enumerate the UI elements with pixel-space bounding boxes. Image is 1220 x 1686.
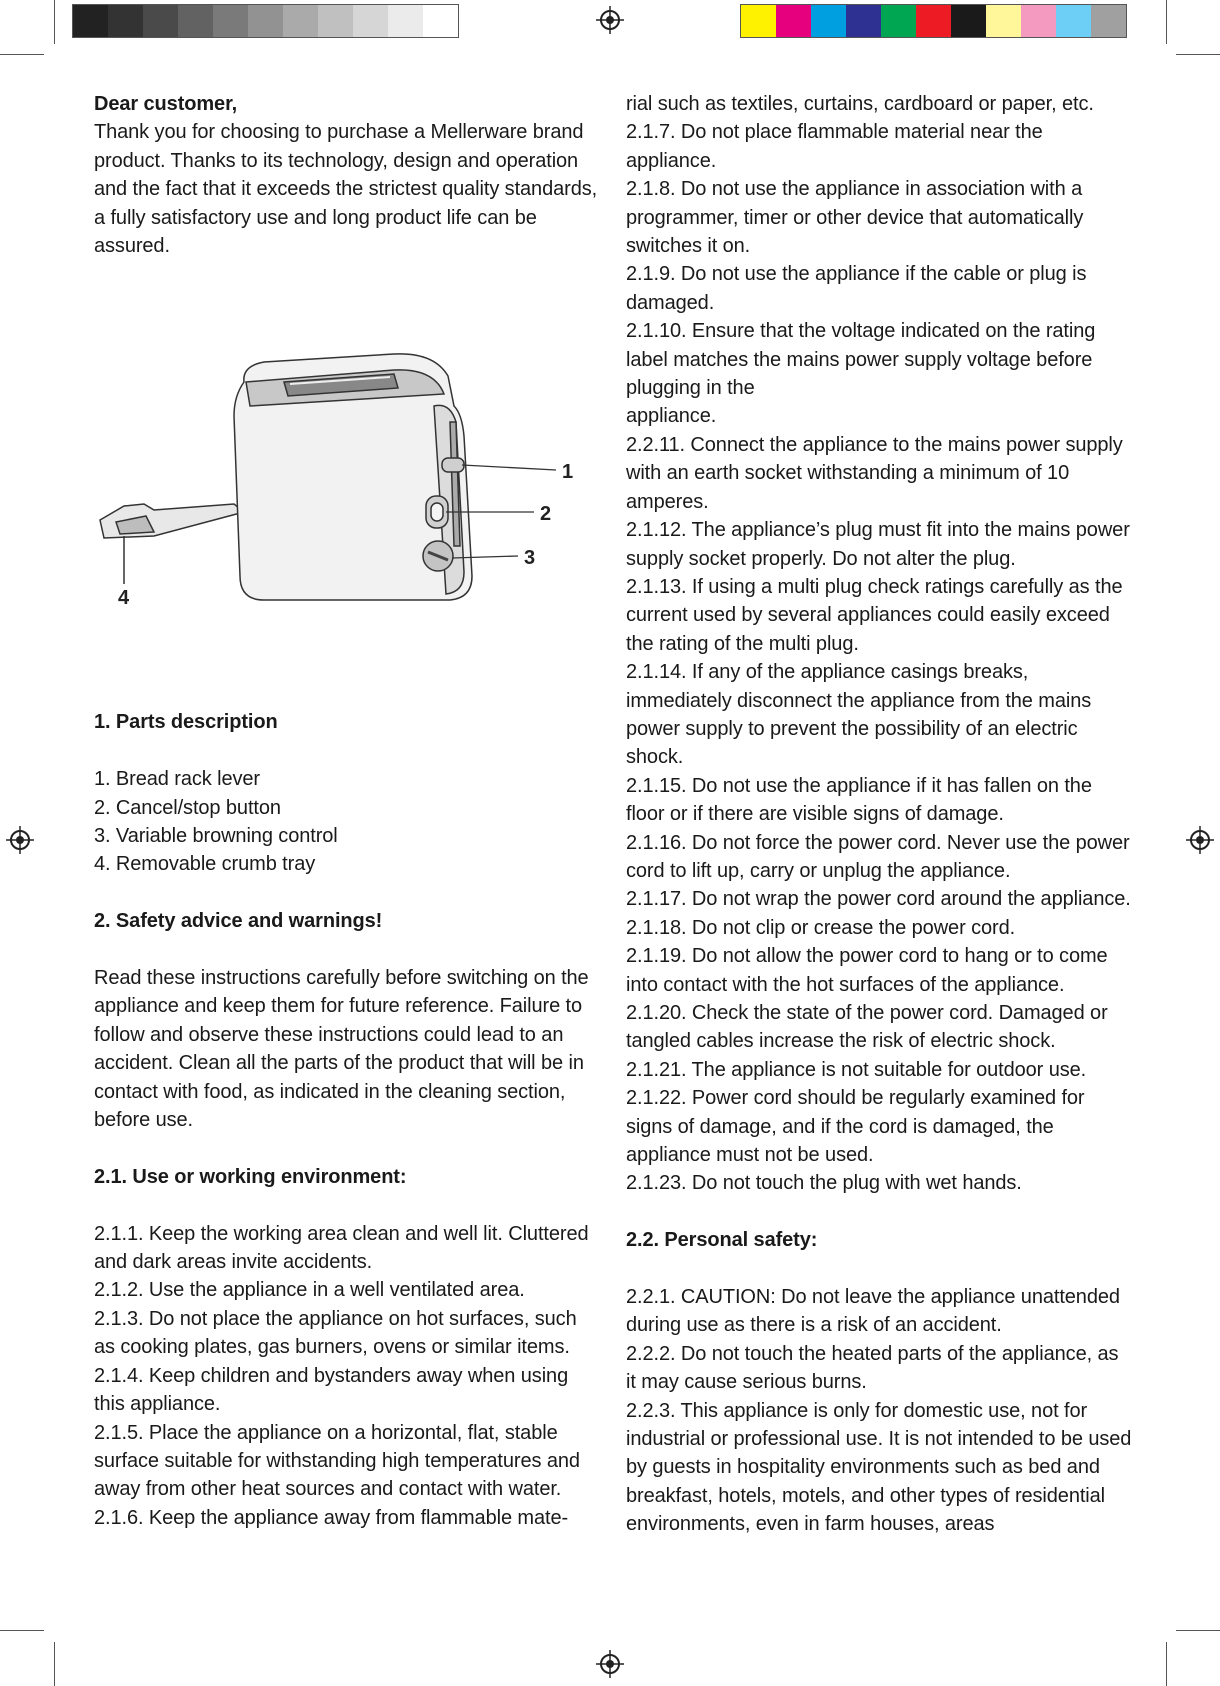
safety-item: 2.1.10. Ensure that the voltage indicated on the rating label matches the mains power supply voltage before plugging in the xyxy=(626,320,1096,400)
environment-item: 2.1.2. Use the appliance in a well ventilated area. xyxy=(94,1279,525,1302)
safety-item: 2.1.13. If using a multi plug check ratings carefully as the current used by several appliances could easily exceed the rating of the multi plug. xyxy=(626,575,1123,655)
crop-mark xyxy=(1176,54,1220,55)
safety-item: 2.1.15. Do not use the appliance if it has fallen on the floor or if there are visible signs of damage. xyxy=(626,774,1092,826)
environment-item: 2.1.6. Keep the appliance away from flammable mate- xyxy=(94,1506,569,1529)
color-swatch xyxy=(73,5,108,37)
safety-item: 2.1.21. The appliance is not suitable for outdoor use. xyxy=(626,1058,1087,1081)
color-swatch xyxy=(986,5,1021,37)
crop-mark xyxy=(1166,1642,1167,1686)
safety-intro: Read these instructions carefully before switching on the appliance and keep them for future reference. Failure to follow and observe these instructions could lead to an accident. Clean all the parts of the product that will be in contact with food, as indicated in the cleaning section, before use. xyxy=(94,967,589,1132)
toaster-body xyxy=(234,354,472,600)
environment-item: 2.1.3. Do not place the appliance on hot surfaces, such as cooking plates, gas burners, ovens or similar items. xyxy=(94,1307,577,1359)
parts-heading: 1. Parts description xyxy=(94,711,278,734)
registration-mark-right-icon xyxy=(1186,826,1214,854)
color-swatch xyxy=(811,5,846,37)
color-swatch xyxy=(353,5,388,37)
intro-paragraph: Thank you for choosing to purchase a Mellerware brand product. Thanks to its technology, design and operation and the fact that it exceeds the strictest quality standards, a fully satisfactory use and long product life can be assured. xyxy=(94,121,598,258)
safety-item: rial such as textiles, curtains, cardboard or paper, etc. xyxy=(626,93,1094,115)
color-swatch xyxy=(951,5,986,37)
left-column xyxy=(94,90,602,1532)
color-swatch xyxy=(248,5,283,37)
parts-item: 2. Cancel/stop button xyxy=(94,796,281,819)
color-swatch xyxy=(881,5,916,37)
safety-item: 2.1.20. Check the state of the power cord. Damaged or tangled cables increase the risk of electric shock. xyxy=(626,1002,1108,1053)
color-swatch xyxy=(423,5,458,37)
callout-1: 1 xyxy=(562,461,574,484)
parts-item: 4. Removable crumb tray xyxy=(94,853,316,876)
color-swatch xyxy=(916,5,951,37)
crop-mark xyxy=(0,54,44,55)
safety-item: 2.1.8. Do not use the appliance in association with a programmer, timer or other device that automatically switches it on. xyxy=(626,178,1084,258)
safety-heading: 2. Safety advice and warnings! xyxy=(94,910,383,933)
environment-item: 2.1.4. Keep children and bystanders away when using this appliance. xyxy=(94,1364,569,1416)
safety-item: 2.1.18. Do not clip or crease the power cord. xyxy=(626,916,1016,939)
crumb-tray xyxy=(100,504,244,584)
safety-item: 2.1.17. Do not wrap the power cord around the appliance. xyxy=(626,888,1131,911)
right-column xyxy=(626,90,1132,1539)
color-swatch xyxy=(283,5,318,37)
registration-mark-bottom-icon xyxy=(596,1650,624,1678)
color-swatch xyxy=(1091,5,1126,37)
callout-3: 3 xyxy=(524,547,536,570)
safety-item: 2.1.19. Do not allow the power cord to hang or to come into contact with the hot surfaces of the appliance. xyxy=(626,945,1108,996)
safety-item: 2.1.14. If any of the appliance casings breaks, immediately disconnect the appliance from the mains power supply to prevent the possibility of an electric shock. xyxy=(626,661,1092,769)
color-swatch xyxy=(776,5,811,37)
personal-safety-item: 2.2.3. This appliance is only for domestic use, not for industrial or professional use. It is not intended to be used by guests in hospitality environments such as bed and breakfast, hotels, motels, and other types of residential environments, even in farm houses, areas xyxy=(626,1399,1132,1536)
color-calibration-bar xyxy=(740,4,1127,38)
grayscale-calibration-bar xyxy=(72,4,459,38)
safety-item: 2.1.7. Do not place flammable material near the appliance. xyxy=(626,121,1043,172)
crop-mark xyxy=(1176,1630,1220,1631)
safety-item: 2.2.11. Connect the appliance to the mains power supply with an earth socket withstanding a minimum of 10 amperes. xyxy=(626,433,1123,513)
safety-item: 2.1.12. The appliance’s plug must fit into the mains power supply socket properly. Do not alter the plug. xyxy=(626,519,1130,570)
environment-item: 2.1.1. Keep the working area clean and well lit. Cluttered and dark areas invite accidents. xyxy=(94,1222,589,1274)
registration-mark-left-icon xyxy=(6,826,34,854)
safety-item: appliance. xyxy=(626,405,717,428)
registration-mark-top-icon xyxy=(596,6,624,34)
crop-mark xyxy=(54,0,55,44)
environment-item: 2.1.5. Place the appliance on a horizontal, flat, stable surface suitable for withstanding high temperatures and away from other heat sources and contact with water. xyxy=(94,1421,580,1501)
parts-item: 1. Bread rack lever xyxy=(94,768,260,791)
color-swatch xyxy=(178,5,213,37)
color-swatch xyxy=(108,5,143,37)
crop-mark xyxy=(1166,0,1167,44)
safety-item: 2.1.22. Power cord should be regularly examined for signs of damage, and if the cord is damaged, the appliance must not be used. xyxy=(626,1087,1085,1167)
parts-item: 3. Variable browning control xyxy=(94,825,338,848)
safety-item: 2.1.9. Do not use the appliance if the cable or plug is damaged. xyxy=(626,263,1087,314)
safety-item: 2.1.16. Do not force the power cord. Never use the power cord to lift up, carry or unplug the appliance. xyxy=(626,831,1130,882)
color-swatch xyxy=(741,5,776,37)
personal-safety-item: 2.2.2. Do not touch the heated parts of the appliance, as it may cause serious burns. xyxy=(626,1342,1119,1394)
callout-4: 4 xyxy=(118,587,130,610)
color-swatch xyxy=(143,5,178,37)
color-swatch xyxy=(318,5,353,37)
color-swatch xyxy=(1056,5,1091,37)
color-swatch xyxy=(388,5,423,37)
callout-2: 2 xyxy=(540,503,552,526)
color-swatch xyxy=(846,5,881,37)
personal-safety-item: 2.2.1. CAUTION: Do not leave the appliance unattended during use as there is a risk of an accident. xyxy=(626,1286,1120,1337)
crop-mark xyxy=(54,1642,55,1686)
safety-item: 2.1.23. Do not touch the plug with wet hands. xyxy=(626,1172,1022,1195)
crop-mark xyxy=(0,1630,44,1631)
environment-heading: 2.1. Use or working environment: xyxy=(94,1165,407,1188)
personal-safety-heading: 2.2. Personal safety: xyxy=(626,1229,818,1252)
color-swatch xyxy=(213,5,248,37)
color-swatch xyxy=(1021,5,1056,37)
greeting: Dear customer, xyxy=(94,93,238,115)
toaster-diagram xyxy=(94,336,602,636)
